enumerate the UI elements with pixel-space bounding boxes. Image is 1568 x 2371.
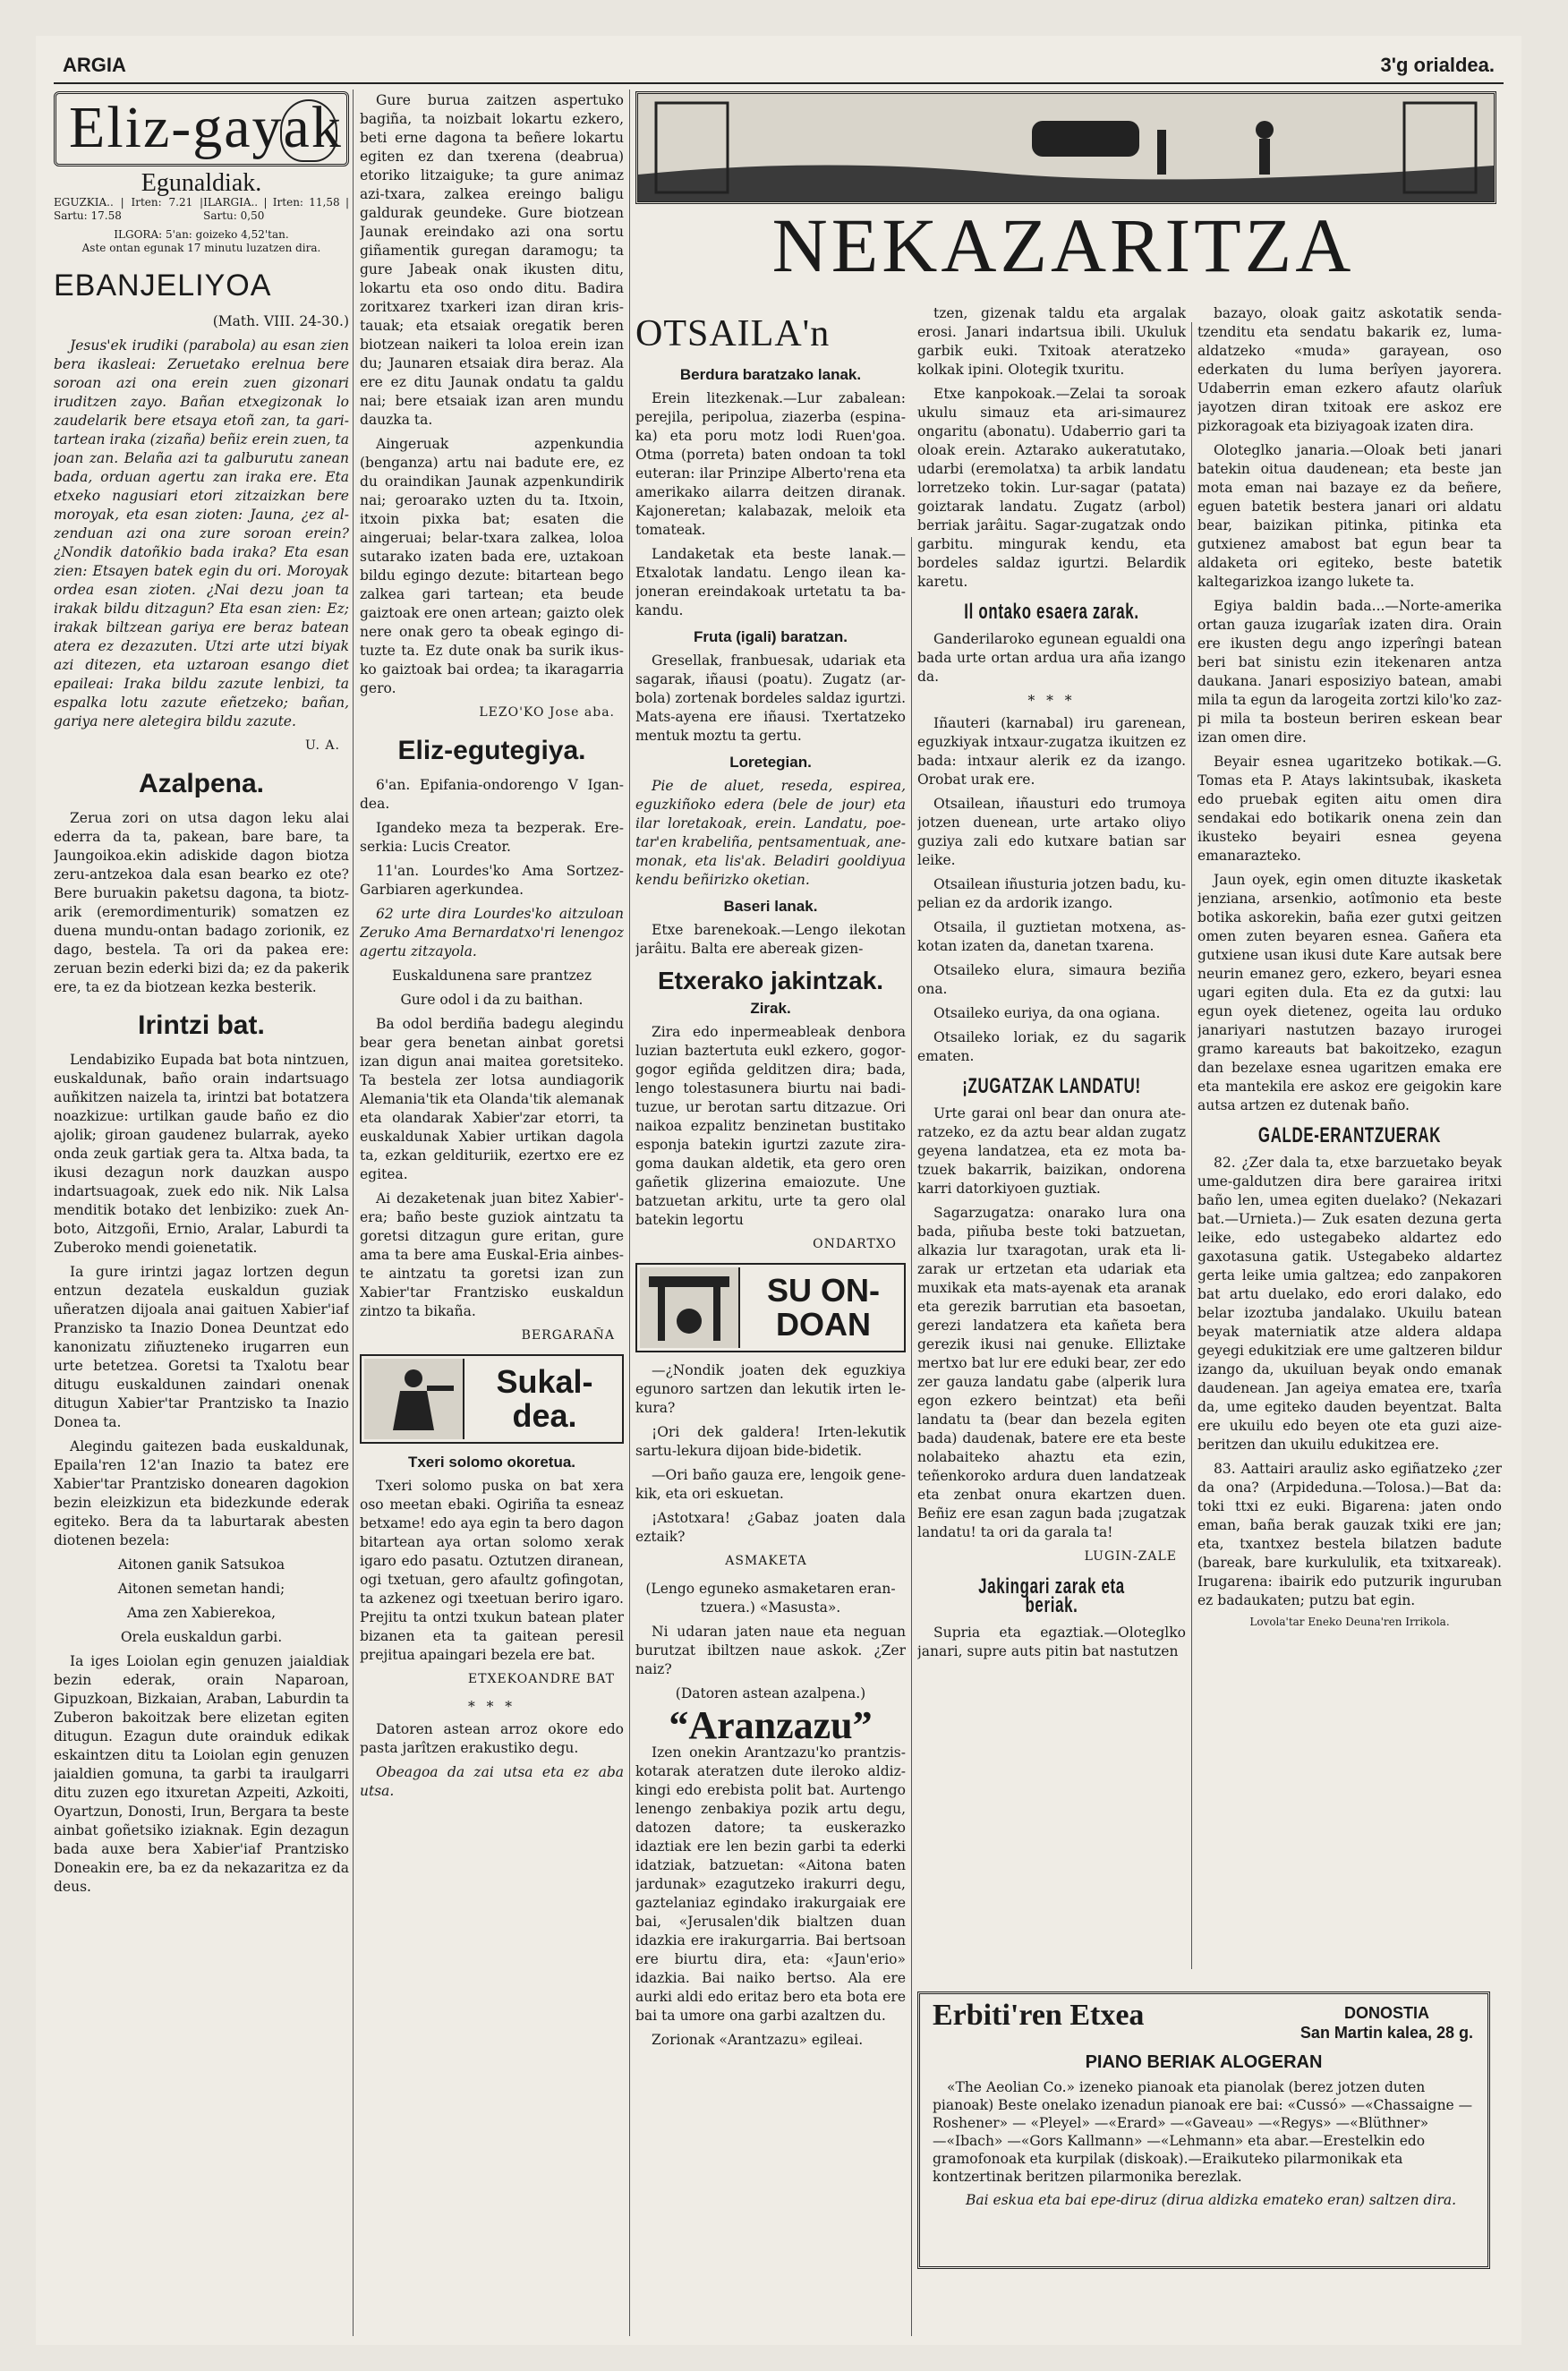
azalpena-heading: Azalpena. <box>138 769 265 798</box>
proverb: Otsaileko euriya, da ona ogiana. <box>933 1005 1161 1021</box>
ad-shop-name: Erbiti'ren Etxea <box>933 1999 1145 2032</box>
ad-headline: PIANO BERIAK ALOGERAN <box>1085 2052 1323 2072</box>
farm-paragraph: Etxe kanpokoak.—Zelai ta soroak ukulu simauz eta ari-simaurez ongaritu (abonatu). Udaberrio gari ta oloak erein. Aztarako aukeratutako, udarbi (eremolatxa) ta arbik landatu lorretzeko tokin. Lur-sagar (patata) goiztarak landatu. Zugatz (arbol) berriak jarâitu. Sagar-zugatzak ondo garbitu. mingurak kendu, eta bordeles saldaz igurtzi. Belardik karetu. <box>917 386 1186 590</box>
ad-text: Bai eskua eta bai epe-diruz (dirua aldizka emateko eran) saltzen dira. <box>966 2192 1456 2208</box>
column-rule <box>911 537 912 2336</box>
irintzi-paragraph: Lendabiziko Eupada bat bota nintzuen, euskaldunak, baño orain indartsuago auñkitzen naizela ta, irintzi bat botatzera noazkizue: urtilkan gaude baño ez dio ajolik; giroan gaudenez bularrak, ayeko onda zeuk gartiak gera ta. Altxa bada, ta ikusi dezagun nork dauzkan auspo indartsuagoak, zuek edo nik. Nik Lalsa menditik botako det lenbiziko: zuek Anboto, Aitzgoñi, Ernio, Aralar, Laburdi ta Zuberoko mendi goienetatik. <box>54 1052 349 1256</box>
cook-illustration-icon <box>364 1359 464 1439</box>
sun-moon-times <box>54 196 349 223</box>
verse-line: Euskaldunena sare prantzez <box>391 968 592 984</box>
news-paragraph: Beyair esnea ugaritzeko botikak.—G. Tomas eta P. Atays lakintsubak, ikasketa edo pruebak egiten aitu omen dira sendakai edo botikarik onena zein dan ikusteko beyairi esnea geyena emanarazteko. <box>1197 754 1502 864</box>
proverb: Iñauteri (karnabal) iru garenean, eguzkiyak intxaur-zugatza ikuitzen ez bada: intxaur alerik ez da izango. Orobat urak ere. <box>917 715 1186 788</box>
sukaldea-box <box>360 1354 624 1444</box>
irintzi-paragraph: Ia iges Loiolan egin genuzen jaialdiak bezin ederak, orain Naparoan, Gipuzkoan, Bizkaian, Araban, Laburdin ta Zuberon bakoitzak bere elizetan egiten ditugun. Ezagun dute orainduk edikak eskaintzen ditu ta Loiolan egin genuzen jaialdien gomuna, ta garbi ta iraulgarri ditu zuzen ego itxuretan Azpeiti, Azkoiti, Oyartzun, Donosti, Irun, Bergara ta beste ainbat goñetsiko iziaknak. Egin dezagun bada auxe bera Xabier'iaf Prantzisko Doneakin ere, ba ez da nekazaritza ez da deus. <box>54 1653 349 1895</box>
riddle-line: —Ori baño gauza ere, lengoik genekik, eta ori eskuetan. <box>635 1467 906 1502</box>
calendar-entry: 62 urte dira Lourdes'ko aitzuloan Zeruko Ama Bernardatxo'ri lenengoz agertu zitzayola. <box>360 906 624 959</box>
etxerako-heading: Etxerako jakintzak. <box>657 967 884 994</box>
news-paragraph: Supria eta egaztiak.—Oloteglko janari, supre auts pitin bat nastutzen <box>917 1625 1186 1659</box>
xabier-paragraph: Ai dezaketenak juan bitez Xabier'era; baño beste guziok aintzatu ta goretsi ditzagun gure eritan, gure ama ta bere ama Euskal-Eria ainbeste aintzatu ta goretsi izan zun Xabier'tar Frantzisko euskaldun zintzo ta bikaña. <box>360 1190 624 1319</box>
verse-line: Aitonen semetan handi; <box>117 1581 285 1597</box>
news-paragraph: Oloteglko janaria.—Oloak beti janari batekin oitua daudenean; eta beste jan mota eman nai bazaye ez da beñere, eguen batetik bestera janari ori aldatu bear, baizikan pitinka, pitinka eta gutxienez amabost bat egun bear ta aldaketa ori egiteko, beste batetik kaltegarizkoa izango lukete ta. <box>1197 442 1502 590</box>
farm-paragraph: Erein litezkenak.—Lur zabalean: perejila, peripolua, ziazerba (espinaka) eta poru motz lodi Ruen'goa. Otma (porreta) baten ondoan ta tokl euteran: ilar Prinzipe Alberto'rena eta amerikako ailarra deitzen diranak. Kajoneretan; kalabazak, meloik eta tomateak. <box>635 390 906 538</box>
proverb: Obeagoa da zai utsa eta ez aba utsa. <box>360 1764 624 1799</box>
column-1 <box>54 91 349 2336</box>
moon-times: ILARGIA.. | Irten: 11,58 | Sartu: 0,50 <box>203 196 349 222</box>
ad-text: «The Aeolian Co.» izeneko pianoak eta pianolak (berez jotzen duten pianoak) Beste onelako izenadun pianoak ere bai: «Cussó» —«Chassaigne — Roshener» — «Pleyel» —«Erard» —«Gaveau» —«Regys» —«Blüthner» —«Ibach» —«Gors Kallmann» —«Lehmann» eta abar.—Erestelkin edo gramofonoak eta kurpilak (diskoak).—Eraikuteko pilarmonikak eta kontzertinak beritzen pilarmonika berezlak. <box>933 2079 1473 2185</box>
column-4 <box>917 304 1186 1960</box>
jakingari-heading: Jakingari zarak eta beriak. <box>978 1574 1125 1617</box>
section-stars: * * * <box>467 1699 516 1715</box>
farm-paragraph: Gresellak, franbuesak, udariak eta sagarak, iñausi (poatu). Zugatz (arbola) zortenak bordeles saldaz igurtzi. Mats-ayena ere iñausi. Txertatzeko mentuk moztu ta gertu. <box>635 652 906 744</box>
home-tip-signature: ONDARTXO <box>813 1237 897 1251</box>
recipe-signature: ETXEKOANDRE BAT <box>467 1672 615 1686</box>
riddle-answer: (Lengo eguneko asmaketaren erantzuera.) «Masusta». <box>645 1581 896 1616</box>
qa-paragraph: 83. Aattairi arauliz asko egiñatzeko ¿zer da ona? (Arpideduna.—Tolosa.)—Bat da: toki ttxi ez euki. Bigarena: jaten ondo eman, baña berak gauzak txiki ere jan; eta, txantxez bestela bilatzen badute (bareak, bare kurkululik, eta txitxareak). Irugarena: ibairik edo putzurik inguruban ez badaukaten; putzu bat egin. <box>1197 1461 1502 1608</box>
column-rule <box>353 90 354 2336</box>
zirak-heading: Zirak. <box>750 1000 791 1017</box>
proverb: Otsaila, il guztietan motxena, askotan izaten da, danetan txarena. <box>917 919 1186 954</box>
otsaila-heading: OTSAILA'n <box>635 313 831 354</box>
proverb: Otsailean, iñausturi edo trumoya jotzen duenean, urte artako oliyo guziya zali edo kutxare batian sar leike. <box>917 796 1186 868</box>
azalpena-text: Zerua zori on utsa dagon leku alai ederra da ta, pakean, bare bare, ta Jaungoikoa.ekin adiskide dagon biotza zeru-antzekoa dala esan bearko ez ote? Bere buruakin paketsu dagona, ta biotz-arik (eremordimenturik) somatzen ez duena mundu-ontan badago zorionik, ez dago, bestela. Ta ori da pakea ere: zeruan bezin ederki bizi da; ez da pakerik ere, ta ez da biotzean kezka besterik. <box>54 810 349 995</box>
nekazaritza-heading: NEKAZARITZA <box>771 202 1355 288</box>
riddle-question: Ni udaran jaten naue eta neguan burutzat ibiltzen naue askok. ¿Zer naiz? <box>635 1624 906 1677</box>
farm-paragraph: tzen, gizenak taldu eta argalak erosi. Janari indartsua ibili. Ukuluk garbik euki. Txitoak ateratzeko kolkak ipini. Olotegik txuritu. <box>917 305 1186 378</box>
column-2 <box>360 91 624 2336</box>
egunaldiak-heading: Egunaldiak. <box>141 169 262 197</box>
berdura-heading: Berdura baratzako lanak. <box>679 366 862 383</box>
verse-line: Aitonen ganik Satsukoa <box>117 1557 285 1573</box>
riddle-line: ¡Astotxara! ¿Gabaz joaten dala eztaik? <box>635 1510 906 1545</box>
irintzi-heading: Irintzi bat. <box>138 1011 265 1040</box>
eliz-gayak-banner <box>54 91 349 166</box>
calendar-entry: Igandeko meza ta bezperak. Ereserkia: Lucis Creator. <box>360 820 624 855</box>
xabier-signature: BERGARAÑA <box>521 1328 615 1343</box>
tree-signature: LUGIN-ZALE <box>1084 1549 1177 1564</box>
column-3 <box>635 304 906 2336</box>
recipe-heading: Txeri solomo okoretua. <box>407 1454 576 1471</box>
xabier-paragraph: Ba odol berdiña badegu alegindu bear gera benetan ainbat goretsi izan digun anai maitea goretsiteko. Ta bestela zer lotsa aundiagorik Alemania'tik eta Olanda'tik alemanak eta olandarak Xabier'zar etorri, ta euskaldunak Xabier urtikan dagola ta, ezkan geldituriik, ezertxo ere ez egitea. <box>360 1016 624 1182</box>
gospel-reference: (Math. VIII. 24-30.) <box>212 313 349 329</box>
esaera-heading: Il ontako esaera zarak. <box>964 600 1139 624</box>
column-rule <box>1191 322 1192 1969</box>
farm-paragraph: Etxe barenekoak.—Lengo ilekotan jarâitu. Balta ere abereak gizen- <box>635 922 906 957</box>
tree-paragraph: Urte garai onl bear dan onura ateratzeko, ez da aztu bear aldan zugatz geyena landatzea, eta ez mota batzuek bakarrik, baizikan, ondorena karri datorkiyoen guztiak. <box>917 1105 1186 1197</box>
news-paragraph: bazayo, oloak gaitz askotatik sendatzenditu eta sendatu bakarik ez, lumaaldatzeko «muda» garayean, oso ederkaten du luma berîyen jayorera. Udaberrin eman ezkero afautz olarîuk jayotzen diran txitoak ere askoz ere pizkoragoak eta biziyagoak izaten dira. <box>1197 305 1502 434</box>
newspaper-page <box>36 36 1521 2345</box>
page-header <box>54 47 1504 84</box>
aranzazu-review: Zorionak «Arantzazu» egileai. <box>652 2032 864 2048</box>
aranzazu-review: Izen onekin Arantzazu'ko prantziskotarak ateratzen dute ileroko aldizkingi edo erebista polit bat. Aurtengo lenengo zenbakiya pozik artu degu, datozen datore; ta euskerazko idaztiak ere len bezin garbi ta ederki idatziak, batzuetan: «Aitona baten jardunak» ezagutzeko irakurri degu, gaztelaniaz egindako irakurgaiak ere bai, «Jerusalen'dik bialtzen duan idazkia ere irakurgarria. Bai bertsoan ere biurtu dira, eta: «Jaun'erio» idazkia. Bai naiko bertso. Ala ere aurki aldi edo eritaz bero eta bota ere bai ta umore ona garbi azaltzen du. <box>635 1744 906 2024</box>
home-tip: Zira edo inpermeableak denbora luzian baztertuta eukl ezkero, gogor-gogor egiñda gelditzen dira; bada, lengo tolestasunera biurtu nai badituzue, ur berotan sartu ditzazue. Ori naikoa ezpalitz benzinetan bustitako esponja batekin igurtzi zazute zira-goma daukan aldetik, eta gero oren gañetik glizerina emaiozute. Une batzuetan arkitu, urte ta gero olal batekin legortu <box>635 1024 906 1228</box>
proverb: Otsaileko elura, simaura beziña ona. <box>917 962 1186 997</box>
su-ondoan-heading: SU ON-DOAN <box>767 1272 880 1343</box>
commentary-signature: LEZO'KO Jose aba. <box>479 705 615 720</box>
qa-signature: Lovola'tar Eneko Deuna'ren Irrikola. <box>1249 1616 1450 1628</box>
verse-line: Ama zen Xabierekoa, <box>126 1605 277 1621</box>
ebanjeliyoa-heading: EBANJELIYOA <box>54 269 272 303</box>
eliz-gayak-title: Eliz-gayak <box>69 95 343 160</box>
ad-street: San Martin kalea, 28 g. <box>1300 2024 1473 2042</box>
riddle-line: ¡Ori dek galdera! Irten-lekutik sartu-lekura dijoan bide-bidetik. <box>635 1424 906 1459</box>
proverb: Otsailean iñusturia jotzen badu, kupelian ez da ardorik izango. <box>917 876 1186 911</box>
week-note: Aste ontan egunak 17 minutu luzatzen dira. <box>81 242 321 254</box>
calendar-entry: 11'an. Lourdes'ko Ama SortzezGarbiaren agerkundea. <box>360 863 624 898</box>
gospel-signature: U. A. <box>305 738 340 753</box>
nekazaritza-illustration <box>635 91 1496 204</box>
baseri-heading: Baseri lanak. <box>723 898 818 915</box>
gospel-commentary: Gure burua zaitzen aspertuko bagiña, ta noizbait lokartu ezkero, beti erne dagona ta beñere lokartu egiten ez dan txerena (deabrua) etoriko litzaiguke; ta gure animaz azi-txara, zalkea ereingo baligu galdurak geundeke. Gure biotzean Jaunak ereindako azi ona sortu giñamentik guregan daramogu; ta gure Jabeak onak ikusten ditu, lokartu eta oso ondo ditu. Badira zoritxarez txarkeri izan diran kristauak; eta etsaiak oregatik beren biotzean naikeri ta loloa erein izan du; Jaunaren etsaiak dira beraz. Ala ere ez ditu Jaunak ondatu ta galdu nai; bere etsaiak izan aren mundu dauzka ta. <box>360 92 624 428</box>
galde-erantzuerak-heading: GALDE-ERANTZUERAK <box>1257 1123 1442 1147</box>
qa-paragraph: 82. ¿Zer dala ta, etxe barzuetako beyak ume-galdutzen dira bere garairea iritxi baño len, umea egiten duelako? (Nekazari bat.—Urnieta.)— Zuk esaten dezuna gerta leike, edo ustegabeko aldartez edo gaxotasuna gatik. Ustegabeko aldartez gerta leike umia galtzea; edo zanpakoren bat artu duelako, edo erori dalako, edo belar izoztuba jandalako. Ukuilu batean beyak materniatik atze aldera aldapa geyegi edukitziak ere ume galtzeren bildur izango da, ukuiluan beyak ondo emanak daudenean. Jan ageiya ematea ere, txarîa da, ume egiteko dauden beyentzat. Balta ere ukuilu edo beyen ote eta guzi aize-beritzen dan ukuilu edukitzea ere. <box>1197 1155 1502 1453</box>
news-paragraph: Egiya baldin bada...—Norte-amerika ortan gauza izugarîak izaten dira. Orain ere ikusten degu ango izperîngi batean beri bat sinistu ezin itekenaren antza daukana. Janari esposiziyo batean, amabi mila ta egun da larogeita zortzi kilo'ko zazpi mila ta bosteun beriren eskean bear izan omen dire. <box>1197 598 1502 746</box>
moon-phase: ILGORA: 5'an: goizeko 4,52'tan. <box>114 228 289 241</box>
riddle-line: —¿Nondik joaten dek eguzkiya egunoro sartzen dan lekutik irten lekura? <box>635 1362 906 1416</box>
gospel-text: Jesus'ek irudiki (parabola) au esan zien bera ikasleai: Zeruetako erelnua bere soroan azi ona erein zuen gizonari iruditzen zayo. Bañan etxegizonak lo zaudelarik bere etsaya etoñ zan, ta gari-tartean iraka (zizaña) beñiz erein zuen, ta joan zan. Belaña azi ta galburutu zanean bada, orduan agertu zan iraka ere. Eta etxeko nagusiari etori zitzaizkan bere moroyak, eta esan zioten: Jauna, ¿ez al-zenduan azi ona zure soroan erein? ¿Nondik datoñkio bada iraka? Eta esan zien: Etsayen batek egin du ori. Moroyak ordea esan zioten. ¿Nai dezu joan ta irakak bildu ditzagun? Eta esan zien: Ez; irakak biltzean gariya ere beraz batean atera ez dezazuten. Utzi arte utzi biyak azi ditezen, eta uztaroan esango diet epaileai: Iraka bildu zazute lenbizi, ta espalka lotu zazute eñetzeko; bañan, gariya nere aletegira bildu zazute. <box>54 337 349 729</box>
news-paragraph: Jaun oyek, egin omen dituzte ikasketak jenziana, arsenkio, aotîmonio eta beste botika askorekin, baña ezer gutxi geitzen omen zuten beyaren esnea. Gañera eta gutxiene usan ikusi dute Kare autsak bere neurin emanez gero, ezkero, beyari esnea ugari egiten dula. Eta ez da gutxi: lau egun oyek dietenez, ogeita lau orduko janariyari nastutzen bazayo irurogei gramo kareauts bat bakoitzeko, ezagun dan bezelaxe esnea ugaritzen emaka ere eta mantekila ere askoz ere geigokin kare autsa artzen ez dutenak baño. <box>1197 872 1502 1113</box>
proverb: Otsaileko loriak, ez du sagarik ematen. <box>917 1029 1186 1064</box>
su-ondoan-box <box>635 1263 906 1352</box>
column-rule <box>629 90 630 2336</box>
verse-line: Gure odol i da zu baithan. <box>400 992 584 1008</box>
eliz-egutegiya-heading: Eliz-egutegiya. <box>397 736 586 765</box>
loretegian-heading: Loretegian. <box>729 754 812 771</box>
saint-portrait-icon <box>280 99 337 162</box>
farm-paragraph: Pie de aluet, reseda, espirea, eguzkiñoko edera (bele de jour) eta ilar loretakoak, erein. Landatu, poetar'en krabeliña, pentsamentuak, anemonak, eta lis'ak. Beladiri gooldiyua kendu beñirizko oketian. <box>635 778 906 888</box>
recipe-note: Datoren astean arroz okore edo pasta jarîtzen erakustiko degu. <box>360 1721 624 1756</box>
farm-paragraph: Landaketak eta beste lanak.—Etxalotak landatu. Lengo ilean kajoneran ereindakoak urtetatu ta bakandu. <box>635 546 906 618</box>
page-number: 3'g orialdea. <box>1380 54 1495 76</box>
tree-paragraph: Sagarzugatza: onarako lura ona bada, piñuba beste toki batzuetan, alkazia lur txaragotan, urak eta lizarak ur ertzetan eta udariak eta muxikak eta mats-ayenak eta aranak eta gerezik barrutian eta basoetan, gerezi landatzera eta kañeta bera gerezik ikusi nai genuke. Elliztake mertxo bat lur ere eduki bear, zer edo zer gauza landatu gabe (alperik lura egon ezkero beintzat) eta beñi landatu ta (bear dan bezela egiten bada) daudenak, batere ere eta beste nolabaiteko ahaztu eta ezin, teñenkoroko ardura duen landatzeak eta zenbat onura ekartzen duen. Beñiz ere esan zagun bada ¡zugatzak landatu! ta ori da garala ta! <box>917 1205 1186 1540</box>
fireside-illustration-icon <box>640 1267 740 1348</box>
masthead-name: ARGIA <box>63 54 126 76</box>
irintzi-paragraph: Ia gure irintzi jagaz lortzen degun entzun dezatela euskaldun guziak uñeratzen dijoala anai gaituen Xabier'iaf Pranzisko ta Inazio Donea Deuntzat edo kanonizatu ziñuzteneko irugarren eun urte betetzea. Goretsi ta Txalotu bear ditugu euskaldunen zaindari onenak ditugun Xabier'tar Prantzisko ta Inazio Donea ta. <box>54 1264 349 1430</box>
piano-advertisement <box>917 1991 1490 2269</box>
aranzazu-heading: “Aranzazu” <box>669 1703 873 1747</box>
asmaketa-heading: ASMAKETA <box>725 1554 807 1568</box>
column-5 <box>1197 304 1502 1960</box>
section-stars: * * * <box>1027 693 1076 709</box>
riddle-note: (Datoren astean azalpena.) <box>675 1685 866 1701</box>
irintzi-paragraph: Alegindu gaitezen bada euskaldunak, Epaila'ren 12'an Inazio ta batez ere Xabier'tar Prantzisko donearen dagokion bezin eleizkizun eta bidezkunde ederak egiteko. Bera da ta laburtarak abesten diotenen bezela: <box>54 1438 349 1548</box>
sun-times: EGUZKIA.. | Irten: 7.21 | Sartu: 17.58 <box>54 196 204 222</box>
fruta-heading: Fruta (igali) baratzan. <box>694 628 848 645</box>
ad-city: DONOSTIA <box>1343 2004 1429 2022</box>
sukaldea-heading: Sukal-dea. <box>496 1363 593 1434</box>
ad-address <box>1300 2003 1473 2043</box>
proverb: Ganderilaroko egunean egualdi ona bada urte ortan ardua ura aña izango da. <box>917 631 1186 685</box>
verse-line: Orela euskaldun garbi. <box>120 1629 283 1645</box>
gospel-commentary: Aingeruak azpenkundia (benganza) artu nai badute ere, ez du oraindikan Jaunak azpenkundirik nai; geroarako uzten du ta. Itxoin, itxoin pixka bat; esaten die aingeruai; belar-txara zalkea, loloa sutarako izaten bada ere, uztakoan bildu egingo dezute: bitartean bego zalkea gari tartean; eta beude gaiztoak ere onen artean; gaizto olek nere onak gero ta obeak egingo dituzte ta. Ez dute onak ba surik ikusko gaiztoak bai ordea; ta ikaragarria gero. <box>360 436 624 696</box>
calendar-entry: 6'an. Epifania-ondorengo V Igandea. <box>360 777 624 812</box>
recipe-text: Txeri solomo puska on bat xera oso meetan ebaki. Ogiriña ta esneaz betxame! edo aya egin ta bero dagon bitartean aya ortan solomo xerak igaro edo pasatu. Oztutzen diranean, ogi txetuan, gero afaultz gofingotan, ta azkenez ogi txeetuan beriro igaro. Prejitu ta ontzi txukun batean plater bizanen eta ta gaitean peresil prejitua apaingari bezela ere bat. <box>360 1478 624 1663</box>
zugatzak-heading: ¡ZUGATZAK LANDATU! <box>962 1074 1141 1098</box>
